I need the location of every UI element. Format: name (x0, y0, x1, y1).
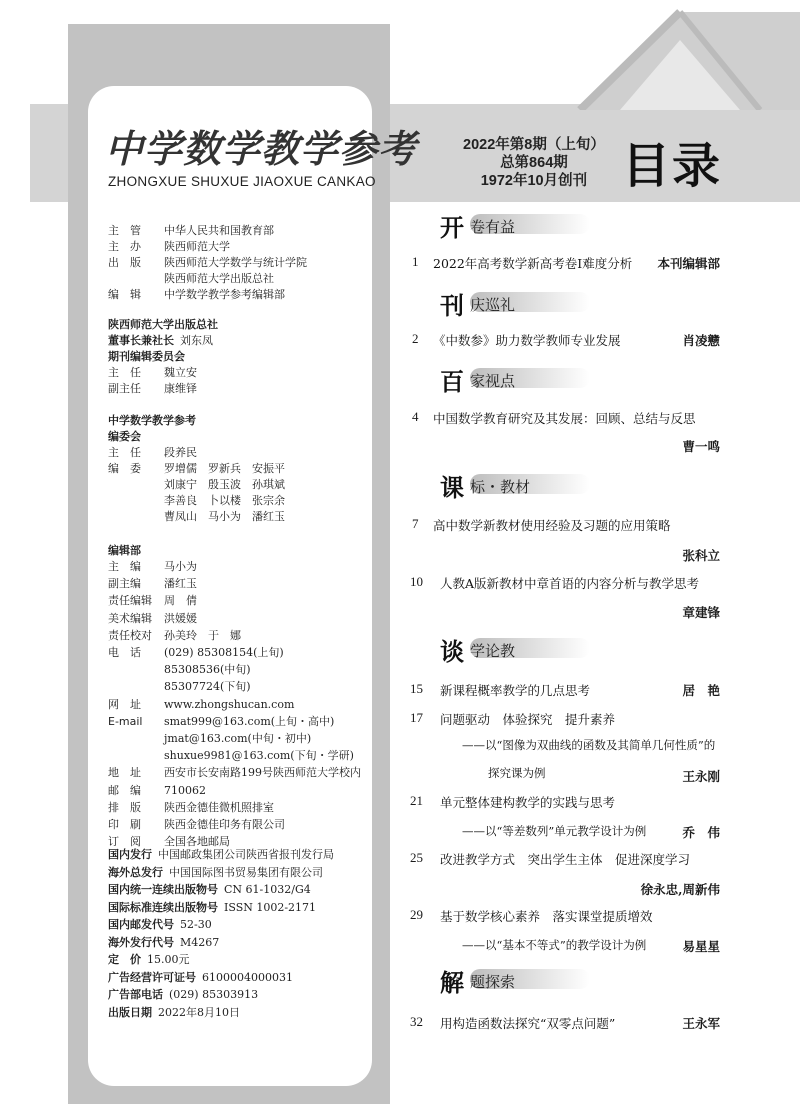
dept-row (108, 612, 197, 626)
journal-logo: 中学数学教学参考 (105, 126, 418, 171)
info-value: 刘康宁 殷玉波 孙琪斌 (164, 478, 285, 491)
info-label: 国际标准连续出版物号 (108, 900, 218, 914)
entry-title: 问题驱动 体验探究 提升素养 (440, 712, 616, 727)
entry-title: 2022年高考数学新高考卷Ⅰ难度分析 (433, 256, 633, 271)
info-value: 6100004000031 (202, 970, 293, 984)
info-label: 主 编 (108, 560, 141, 573)
info-value: 马小为 (164, 560, 197, 573)
info-value: 周 倩 (164, 594, 197, 608)
section-initial: 课 (440, 473, 464, 502)
distribution-row (108, 1006, 240, 1020)
entry-subtitle: ——以“图像为双曲线的函数及其简单几何性质”的 (462, 738, 716, 752)
info-label: 责任编辑 (108, 594, 152, 608)
info-label: E-mail (108, 714, 143, 728)
dept-row (108, 818, 285, 832)
dept-row (108, 784, 206, 798)
board-name: 编委会 (108, 430, 141, 443)
entry-title: 中国数学教育研究及其发展：回顾、总结与反思 (433, 411, 696, 426)
committee-row (108, 382, 197, 396)
section-initial: 谈 (440, 637, 464, 666)
info-value: smat999@163.com(上旬・高中) (164, 714, 335, 728)
entry-page-number: 1 (412, 254, 419, 269)
entry-subtitle: ——以“等差数列”单元教学设计为例 (462, 824, 647, 838)
info-value: 全国各地邮局 (164, 835, 230, 849)
dept-row (108, 801, 274, 815)
info-value: jmat@163.com(中旬・初中) (164, 732, 312, 745)
info-value: 710062 (164, 783, 206, 797)
info-value: 陕西师范大学出版总社 (164, 272, 274, 285)
dept-row (108, 749, 354, 763)
info-value: 陕西师范大学数学与统计学院 (164, 256, 307, 269)
info-value: 洪媛媛 (164, 611, 197, 625)
distribution-row (108, 971, 293, 985)
dept-row (108, 766, 361, 780)
entry-title: 基于数学核心素养 落实课堂提质增效 (440, 909, 653, 924)
board-row (108, 510, 285, 524)
section-name: 题探索 (470, 973, 516, 991)
entry-title: 用构造函数法探究“双零点问题” (440, 1016, 616, 1031)
info-value: 85307724(下旬) (164, 680, 251, 694)
board-row (108, 462, 285, 476)
section-name: 家视点 (470, 372, 516, 390)
dept-row (108, 715, 334, 729)
publisher-name: 陕西师范大学出版总社 (108, 318, 218, 331)
dept-row (108, 680, 251, 694)
info-label: 编 辑 (108, 288, 141, 301)
section-initial: 解 (440, 968, 464, 997)
entry-title: 高中数学新教材使用经验及习题的应用策略 (433, 518, 671, 533)
entry-page-number: 10 (410, 574, 423, 589)
info-label: 印 刷 (108, 818, 141, 831)
info-label: 广告部电话 (108, 988, 163, 1001)
info-label: 邮 编 (108, 783, 141, 797)
info-label: 主 办 (108, 240, 141, 253)
info-value: (029) 85303913 (169, 988, 259, 1001)
entry-page-number: 17 (410, 710, 423, 725)
info-value: 陕西金德佳微机照排室 (164, 800, 274, 814)
info-value: 52-30 (180, 918, 212, 931)
entry-title: 单元整体建构教学的实践与思考 (440, 795, 616, 810)
distribution-row (108, 901, 316, 915)
entry-author: 张科立 (682, 548, 720, 563)
dept-row (108, 732, 311, 746)
committee-row (108, 366, 197, 380)
entry-page-number: 15 (410, 681, 423, 696)
committee-name: 期刊编辑委员会 (108, 350, 185, 363)
journal-name: 中学数学教学参考 (108, 414, 196, 427)
info-value: 陕西金德佳印务有限公司 (164, 818, 285, 831)
entry-title: 《中数参》助力数学教师专业发展 (433, 333, 621, 348)
info-value: 段养民 (164, 446, 197, 459)
section-name: 标・教材 (470, 478, 531, 496)
sponsor-row (108, 224, 274, 238)
info-value: 15.00元 (147, 953, 190, 966)
info-value: 曹凤山 马小为 潘红玉 (164, 510, 285, 523)
entry-author: 王永军 (682, 1016, 720, 1031)
entry-author: 曹一鸣 (682, 439, 720, 454)
info-label: 主 任 (108, 446, 141, 459)
entry-page-number: 29 (410, 907, 423, 922)
distribution-row (108, 848, 334, 862)
info-value: 刘东凤 (180, 334, 213, 347)
info-value: 中国邮政集团公司陕西省报刊发行局 (158, 848, 334, 861)
info-label: 董事长兼社长 (108, 334, 174, 347)
info-value: 魏立安 (164, 366, 197, 379)
roof-graphic (560, 0, 800, 110)
entry-title: 改进教学方式 突出学生主体 促进深度学习 (440, 852, 691, 867)
entry-page-number: 2 (412, 331, 419, 346)
entry-author: 王永刚 (682, 769, 720, 784)
section-name: 庆巡礼 (470, 296, 516, 314)
info-label: 排 版 (108, 800, 141, 814)
info-label: 副主任 (108, 382, 141, 395)
info-label: 定 价 (108, 953, 141, 966)
sponsor-row (108, 272, 274, 286)
sponsor-row (108, 256, 307, 270)
entry-author: 肖凌戆 (682, 333, 720, 348)
section-name: 学论教 (470, 642, 516, 660)
info-label: 海外总发行 (108, 865, 163, 879)
info-value: 孙美玲 于 娜 (164, 628, 241, 642)
board-row (108, 478, 285, 492)
issue-info (463, 136, 605, 190)
dept-row (108, 663, 251, 677)
entry-subtitle: ——以“基本不等式”的教学设计为例 (462, 938, 647, 952)
info-value: ISSN 1002-2171 (224, 900, 317, 914)
distribution-row (108, 918, 212, 932)
entry-title: 人教A版新教材中章首语的内容分析与教学思考 (440, 576, 700, 591)
info-value: 中学数学教学参考编辑部 (164, 288, 285, 301)
info-label: 地 址 (108, 766, 141, 780)
info-label: 副主编 (108, 577, 141, 591)
info-value: 罗增儒 罗新兵 安振平 (164, 462, 285, 475)
info-label: 国内发行 (108, 848, 152, 861)
journal-logo-pinyin: ZHONGXUE SHUXUE JIAOXUE CANKAO (108, 174, 376, 189)
info-value: (029) 85308154(上旬) (164, 646, 284, 659)
distribution-row (108, 988, 258, 1002)
issue-number: 2022年第8期（上旬） (463, 137, 605, 153)
info-value: 中华人民共和国教育部 (164, 224, 274, 237)
info-value: 潘红玉 (164, 577, 197, 591)
info-label: 国内统一连续出版物号 (108, 883, 218, 896)
entry-author: 本刊编辑部 (657, 256, 720, 271)
dept-name: 编辑部 (108, 544, 141, 557)
info-label: 主 管 (108, 224, 141, 237)
entry-page-number: 21 (410, 793, 423, 808)
entry-title: 新课程概率教学的几点思考 (440, 683, 591, 698)
section-initial: 百 (440, 367, 464, 396)
info-label: 电 话 (108, 646, 141, 659)
info-value: 西安市长安南路199号陕西师范大学校内 (164, 766, 361, 780)
distribution-row (108, 883, 311, 897)
info-label: 出 版 (108, 256, 141, 269)
info-value: 85308536(中旬) (164, 663, 251, 677)
entry-subtitle-cont: 探究课为例 (488, 766, 546, 780)
entry-author: 居 艳 (682, 683, 720, 698)
info-value: 2022年8月10日 (158, 1005, 240, 1019)
dept-row (108, 629, 241, 643)
entry-page-number: 25 (410, 850, 423, 865)
sponsor-row (108, 240, 230, 254)
info-value: 中国国际图书贸易集团有限公司 (169, 865, 323, 879)
info-label: 订 阅 (108, 835, 141, 849)
info-label: 美术编辑 (108, 611, 152, 625)
info-value: 陕西师范大学 (164, 240, 230, 253)
info-label: 国内邮发代号 (108, 918, 174, 931)
sponsor-row (108, 288, 285, 302)
dept-row (108, 698, 294, 712)
dept-row (108, 594, 197, 608)
section-initial: 开 (440, 213, 464, 242)
distribution-row (108, 953, 190, 967)
dept-row (108, 646, 284, 660)
info-label: 海外发行代号 (108, 935, 174, 949)
dept-row (108, 560, 197, 574)
info-label: 主 任 (108, 366, 141, 379)
info-label: 广告经营许可证号 (108, 970, 196, 984)
entry-page-number: 32 (410, 1014, 423, 1029)
entry-author: 章建锋 (682, 605, 720, 620)
info-label: 网 址 (108, 697, 141, 711)
chairman-row (108, 334, 213, 348)
info-value: M4267 (180, 935, 220, 949)
issue-founded: 1972年10月创刊 (480, 173, 588, 189)
distribution-row (108, 936, 219, 950)
info-value: shuxue9981@163.com(下旬・学研) (164, 749, 354, 763)
info-value: 李善良 卜以楼 张宗余 (164, 494, 285, 507)
entry-author: 乔 伟 (682, 825, 720, 840)
board-row (108, 494, 285, 508)
info-value: CN 61-1032/G4 (224, 883, 311, 896)
dept-row (108, 577, 197, 591)
info-label: 编 委 (108, 462, 141, 475)
info-label: 责任校对 (108, 628, 152, 642)
info-value: www.zhongshucan.com (164, 697, 295, 711)
board-row (108, 446, 197, 460)
section-initial: 刊 (440, 291, 464, 320)
entry-page-number: 4 (412, 409, 419, 424)
distribution-row (108, 866, 323, 880)
info-label: 出版日期 (108, 1005, 152, 1019)
info-value: 康维铎 (164, 382, 197, 395)
entry-author: 易星星 (682, 939, 720, 954)
page-title: 目录 (622, 138, 723, 194)
section-name: 卷有益 (470, 218, 516, 236)
entry-author: 徐永忠,周新伟 (640, 882, 720, 897)
entry-page-number: 7 (412, 516, 419, 531)
issue-total: 总第864期 (500, 155, 568, 171)
